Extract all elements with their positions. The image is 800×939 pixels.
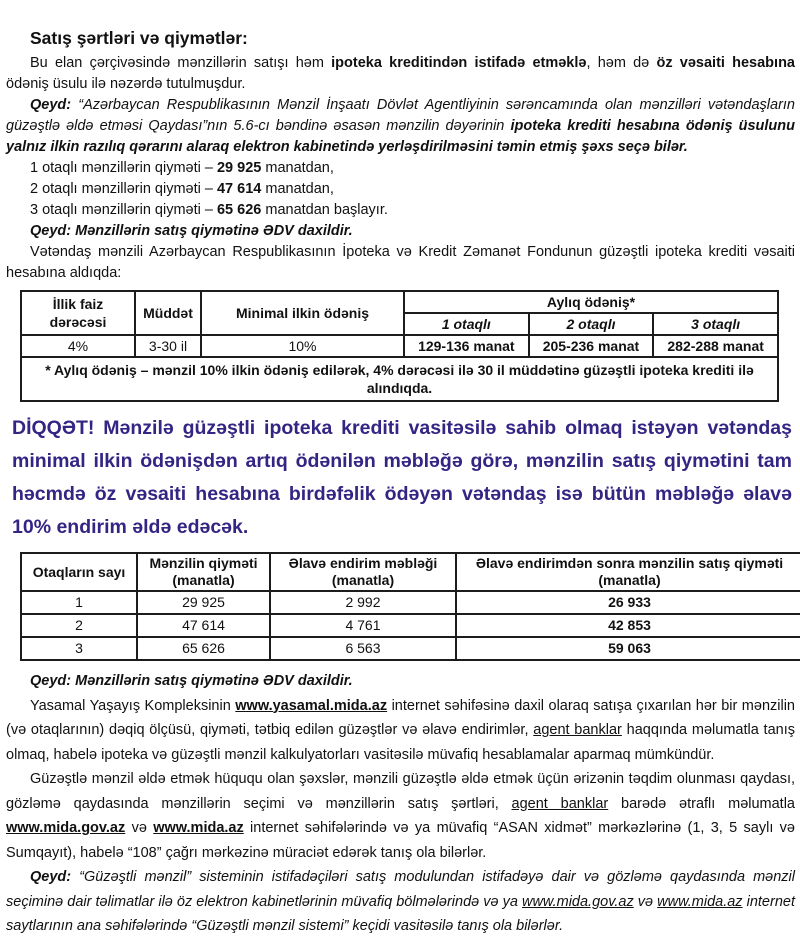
note-label: Qeyd: [30,97,72,113]
eligibility-text: barədə ətraflı məlumatla [608,795,795,812]
final-note-text: internet saytlarının ana səhifələrində “Güzəştli mənzil sistemi” keçidi vasitəsilə tanış ola bilərlər. [6,893,795,934]
final-note-paragraph [6,865,795,939]
agent-banks-link[interactable]: agent banklar [511,795,609,812]
table-footnote: * Aylıq ödəniş – mənzil 10% ilkin ödəniş edilərək, 4% dərəcəsi ilə 30 il müddətinə güzəştli ipoteka krediti ilə alındıqda. [21,357,778,401]
cell-rooms: 3 [21,637,137,660]
cell-price: 29 925 [137,591,270,614]
intro-bold-mortgage: ipoteka kreditindən istifadə etməklə [331,55,587,71]
final-note-text: və [633,893,658,910]
cell-min-payment: 10% [201,335,404,357]
cell-discount: 2 992 [270,591,456,614]
mida-gov-link[interactable]: www.mida.gov.az [6,820,126,836]
header-monthly-payment: Aylıq ödəniş* [404,291,778,313]
vat-note: Qeyd: Mənzillərin satış qiymətinə ƏDV daxildir. [30,223,353,239]
yasamal-text: haqqında məlumatla tanış olmaq, habelə ipoteka və güzəştli mənzil kalkulyatorları vasitəsilə müvafiq hesablamalar aparmaq mümkündür. [6,722,795,763]
table-header-row [21,291,778,313]
price-text: 1 otaqlı mənzillərin qiyməti – [30,160,217,176]
cell-discount: 4 761 [270,614,456,637]
price-text: 2 otaqlı mənzillərin qiyməti – [30,181,217,197]
price-text: manatdan başlayır. [261,202,388,218]
cell-price: 65 626 [137,637,270,660]
discount-table [20,552,800,661]
subheader-2room: 2 otaqlı [529,313,654,335]
header-min-payment: Minimal ilkin ödəniş [201,291,404,335]
header-annual-rate: İllik faiz dərəcəsi [21,291,135,335]
note-label: Qeyd: [30,869,72,885]
eligibility-paragraph [6,767,795,865]
intro-text: Bu elan çərçivəsində mənzillərin satışı həm [30,55,332,71]
price-text: 3 otaqlı mənzillərin qiyməti – [30,202,217,218]
price-line-1room [30,158,795,179]
intro-text: , həm də [586,55,657,71]
price-text: manatdan, [261,181,334,197]
table-row [21,614,800,637]
cell-final-price: 42 853 [456,614,800,637]
eligibility-text: internet səhifələrində və ya müvafiq “ASAN xidmət” mərkəzlərinə (1, 3, 5 saylı və Sumqayıt), habelə “108” çağrı mərkəzinə müraciət edərək tanış ola bilərlər. [6,820,795,861]
rule-note-bold: ipoteka krediti hesabına ödəniş üsulunu yalnız ilkin razılıq qərarını alaraq elektron kabinetində yerləşdirilməsini təmin etmiş şəxs seçə bilər. [6,118,795,155]
eligibility-text: və [125,820,154,836]
price-line-3room [30,200,795,221]
table-row [21,591,800,614]
cell-final-price: 26 933 [456,591,800,614]
attention-note: DİQQƏT! Mənzilə güzəştli ipoteka krediti vasitəsilə sahib olmaq istəyən vətəndaş minimal ilkin ödənişdən artıq ödənilən məbləğə görə, mənzilin satış qiymətini tam həcmdə öz vəsaiti hesabına birdəfəlik ödəyən vətəndaş isə bütün məbləğə əlavə 10% endirim əldə edəcək. [12,417,792,538]
mortgage-terms-table [20,290,779,402]
price-value: 47 614 [216,181,262,197]
mida-link[interactable]: www.mida.az [657,893,743,910]
cell-rooms: 1 [21,591,137,614]
rule-note-paragraph [6,95,795,158]
cell-monthly-2room: 205-236 manat [529,335,654,357]
cell-rate: 4% [21,335,135,357]
agent-banks-link[interactable]: agent banklar [533,722,622,738]
table-data-row [21,335,778,357]
cell-term: 3-30 il [135,335,201,357]
subheader-3room: 3 otaqlı [653,313,778,335]
table-footnote-row [21,357,778,401]
price-line-2room [30,179,795,200]
yasamal-mida-link[interactable]: www.yasamal.mida.az [235,697,388,714]
cell-price: 47 614 [137,614,270,637]
mida-gov-link[interactable]: www.mida.gov.az [521,893,634,910]
mida-link[interactable]: www.mida.az [153,820,244,836]
cell-final-price: 59 063 [456,637,800,660]
mortgage-intro-paragraph: Vətəndaş mənzili Azərbaycan Respublikasının İpoteka və Kredit Zəmanət Fondunun güzəştli ipoteka krediti vəsaiti hesabına aldıqda: [6,244,795,281]
header-final-price: Əlavə endirimdən sonra mənzilin satış qiyməti (manatla) [456,553,800,591]
cell-monthly-3room: 282-288 manat [653,335,778,357]
subheader-1room: 1 otaqlı [404,313,529,335]
cell-discount: 6 563 [270,637,456,660]
eligibility-text: Güzəştlə mənzil əldə etmək hüququ olan şəxslər, mənzili güzəştlə əldə etmək üçün ərizənin təqdim olunması qaydası, gözləmə qaydasında mənzillərin seçimi və mənzillərin satış şərtləri, [6,771,795,812]
header-rooms-count: Otaqların sayı [21,553,137,591]
header-term: Müddət [135,291,201,335]
cell-monthly-1room: 129-136 manat [404,335,529,357]
price-text: manatdan, [261,160,334,176]
yasamal-text: internet səhifəsinə daxil olaraq satışa çıxarılan hər bir mənzilin (və otaqlarının) dəqiq ölçüsü, qiyməti, tətbiq edilən güzəştlər və əlavə endirimlər, [6,697,795,738]
yasamal-text: Yasamal Yaşayış Kompleksinin [30,697,236,714]
price-value: 29 925 [216,160,262,176]
intro-text: ödəniş üsulu ilə nəzərdə tutulmuşdur. [6,76,246,92]
intro-bold-own-funds: öz vəsaiti hesabına [656,55,795,71]
yasamal-paragraph [6,694,795,768]
header-apartment-price: Mənzilin qiyməti (manatla) [137,553,270,591]
table-header-row [21,553,800,591]
vat-note-2: Qeyd: Mənzillərin satış qiymətinə ƏDV daxildir. [30,673,353,689]
final-note-text: “Güzəştli mənzil” sisteminin istifadəçiləri satış modulundan istifadəyə dair və gözləmə qaydasında mənzil seçiminə dair təlimatlar ilə öz elektron kabinetlərinin müvafiq bölmələrində və ya [6,869,795,910]
page-title: Satış şərtləri və qiymətlər: [30,28,248,48]
rule-note-text: “Azərbaycan Respublikasının Mənzil İnşaatı Dövlət Agentliyinin sərəncamında olan mənzilləri vətəndaşların güzəştlə əldə etməsi Qaydası”nın 5.6-cı bəndinə əsasən mənzilin dəyərinin [6,97,795,134]
cell-rooms: 2 [21,614,137,637]
intro-paragraph [6,53,795,95]
header-extra-discount: Əlavə endirim məbləği (manatla) [270,553,456,591]
table-row [21,637,800,660]
price-value: 65 626 [216,202,262,218]
